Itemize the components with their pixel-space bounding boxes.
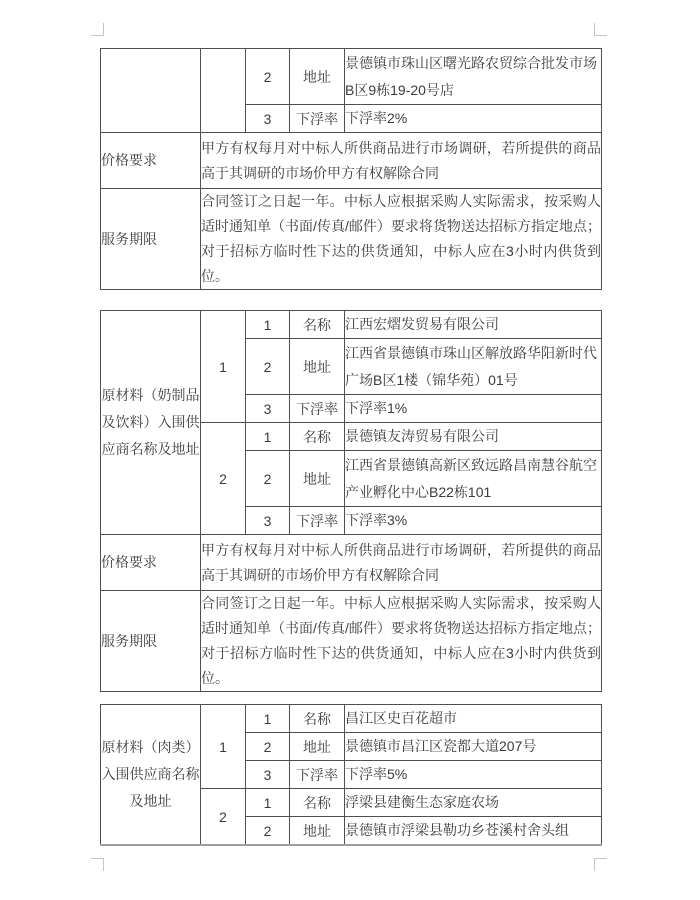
supplier-index-cell: 2 <box>201 789 246 846</box>
category-header-cell: 原材料（奶制品及饮料）入围供应商名称及地址 <box>101 311 201 535</box>
attr-no-cell: 2 <box>246 817 290 846</box>
attr-no-cell: 2 <box>246 733 290 761</box>
attr-value-cell: 昌江区史百花超市 <box>345 705 602 733</box>
supplier-index-cell: 1 <box>201 311 246 423</box>
attr-value-cell: 下浮率5% <box>345 761 602 789</box>
category-header-cell-empty <box>101 49 201 133</box>
attr-no-cell: 1 <box>246 311 290 339</box>
attr-value-cell: 景德镇友涛贸易有限公司 <box>345 423 602 451</box>
attr-value-cell: 江西省景德镇市珠山区解放路华阳新时代广场B区1楼（锦华苑）01号 <box>345 339 602 395</box>
attr-value-cell: 下浮率3% <box>345 507 602 535</box>
attr-value-cell: 景德镇市昌江区瓷都大道207号 <box>345 733 602 761</box>
crop-mark-top-right <box>594 23 607 36</box>
attr-label-cell: 名称 <box>290 423 345 451</box>
attr-value-cell: 景德镇市珠山区曙光路农贸综合批发市场B区9栋19-20号店 <box>345 49 602 105</box>
attr-value-cell: 下浮率1% <box>345 395 602 423</box>
attr-value-cell: 江西省景德镇高新区致远路昌南慧谷航空产业孵化中心B22栋101 <box>345 451 602 507</box>
attr-no-cell: 3 <box>246 105 290 133</box>
supplier-table-continuation <box>100 48 602 290</box>
attr-label-cell: 名称 <box>290 705 345 733</box>
attr-value-cell: 下浮率2% <box>345 105 602 133</box>
attr-no-cell: 2 <box>246 49 290 105</box>
document-page-content <box>100 48 601 846</box>
attr-value-cell: 江西宏熠发贸易有限公司 <box>345 311 602 339</box>
service-term-text-cell: 合同签订之日起一年。中标人应根据采购人实际需求，按采购人适时通知单（书面/传真/邮件）要求将货物送达招标方指定地点；对于招标方临时性下达的供货通知，中标人应在3小时内供货到位。 <box>201 189 602 290</box>
attr-label-cell: 下浮率 <box>290 105 345 133</box>
attr-label-cell: 地址 <box>290 451 345 507</box>
attr-label-cell: 名称 <box>290 789 345 817</box>
service-term-label-cell: 服务期限 <box>101 591 201 692</box>
attr-label-cell: 地址 <box>290 817 345 846</box>
attr-label-cell: 地址 <box>290 49 345 105</box>
price-requirement-text-cell: 甲方有权每月对中标人所供商品进行市场调研，若所提供的商品高于其调研的市场价甲方有权解除合同 <box>201 133 602 189</box>
attr-no-cell: 3 <box>246 507 290 535</box>
attr-no-cell: 3 <box>246 395 290 423</box>
attr-no-cell: 2 <box>246 339 290 395</box>
attr-label-cell: 地址 <box>290 339 345 395</box>
crop-mark-top-left <box>91 23 104 36</box>
service-term-label-cell: 服务期限 <box>101 189 201 290</box>
supplier-index-cell-empty <box>201 49 246 133</box>
price-requirement-label-cell: 价格要求 <box>101 133 201 189</box>
attr-no-cell: 3 <box>246 761 290 789</box>
price-requirement-text-cell: 甲方有权每月对中标人所供商品进行市场调研，若所提供的商品高于其调研的市场价甲方有权解除合同 <box>201 535 602 591</box>
attr-label-cell: 下浮率 <box>290 507 345 535</box>
crop-mark-bottom-right <box>594 858 607 871</box>
supplier-table-dairy-beverage <box>100 310 602 692</box>
attr-value-cell: 景德镇市浮梁县勒功乡苍溪村舍头组 <box>345 817 602 846</box>
attr-label-cell: 名称 <box>290 311 345 339</box>
category-header-cell: 原材料（肉类）入围供应商名称及地址 <box>101 705 201 846</box>
attr-no-cell: 1 <box>246 423 290 451</box>
attr-value-cell: 浮梁县建衡生态家庭农场 <box>345 789 602 817</box>
service-term-text-cell: 合同签订之日起一年。中标人应根据采购人实际需求，按采购人适时通知单（书面/传真/邮件）要求将货物送达招标方指定地点；对于招标方临时性下达的供货通知，中标人应在3小时内供货到位。 <box>201 591 602 692</box>
supplier-index-cell: 2 <box>201 423 246 535</box>
attr-label-cell: 下浮率 <box>290 761 345 789</box>
supplier-index-cell: 1 <box>201 705 246 789</box>
supplier-table-meat <box>100 704 602 846</box>
attr-label-cell: 地址 <box>290 733 345 761</box>
attr-no-cell: 1 <box>246 705 290 733</box>
attr-label-cell: 下浮率 <box>290 395 345 423</box>
crop-mark-bottom-left <box>91 858 104 871</box>
attr-no-cell: 1 <box>246 789 290 817</box>
attr-no-cell: 2 <box>246 451 290 507</box>
price-requirement-label-cell: 价格要求 <box>101 535 201 591</box>
